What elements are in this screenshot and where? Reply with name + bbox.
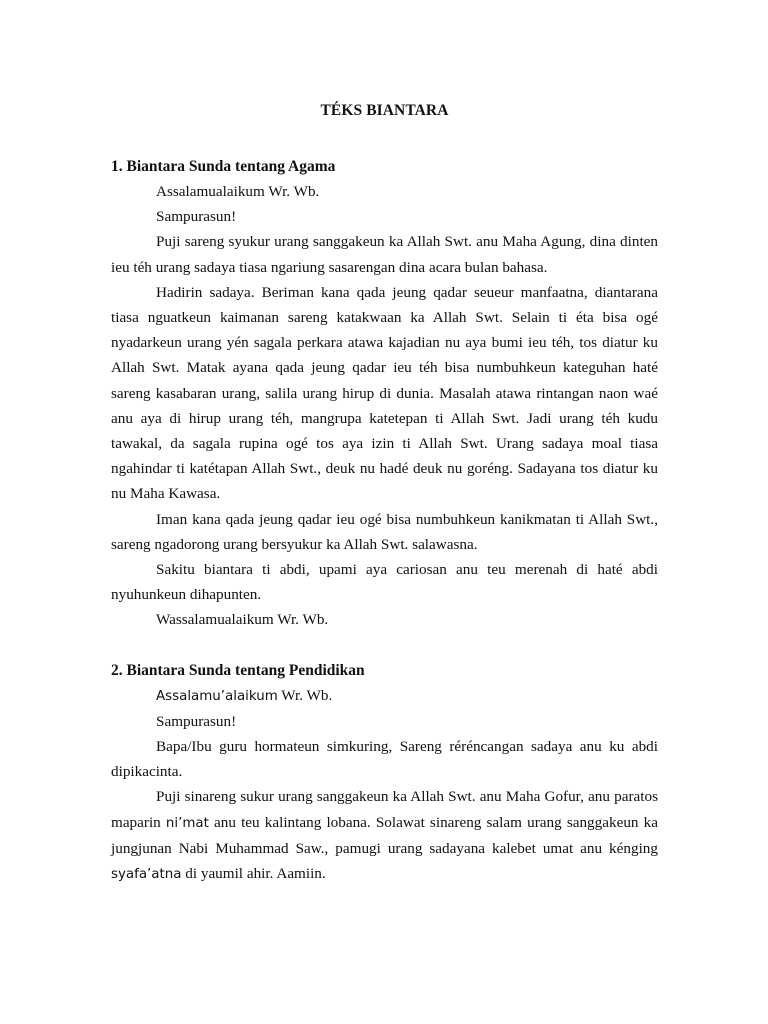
section-pendidikan — [111, 658, 658, 888]
spacer — [111, 633, 658, 658]
paragraph-wassalam: Wassalamualaikum Wr. Wb. — [156, 611, 329, 629]
section-heading: 1. Biantara Sunda tentang Agama — [111, 158, 336, 175]
paragraph-salam: Assalamualaikum Wr. Wb. — [156, 183, 320, 200]
section-heading: 2. Biantara Sunda tentang Pendidikan — [111, 661, 365, 679]
paragraph-sampurasun: Sampurasun! — [156, 712, 237, 730]
paragraph-puji — [111, 784, 658, 887]
text-run: anu teu kalintang lobana. Solawat sinareng salam urang sanggakeun ka jungjunan Nabi Muhammad Saw., pamugi urang sadayana kalebet umat anu kénging — [111, 813, 658, 857]
syafaatna-term: syafa’atna — [111, 867, 182, 883]
nimat-term: ni’mat — [165, 815, 209, 831]
text-run: di yaumil ahir. Aamiin. — [181, 865, 326, 883]
spacer — [111, 123, 658, 154]
paragraph-iman: Iman kana qada jeung qadar ieu ogé bisa numbuhkeun kanikmatan ti Allah Swt., sareng ngadorong urang bersyukur ka Allah Swt. salawasna. — [111, 510, 658, 553]
document-page — [111, 98, 658, 887]
paragraph-puji: Puji sareng syukur urang sanggakeun ka Allah Swt. anu Maha Agung, dina dinten ieu téh urang sadaya tiasa ngariung sasarengan dina acara bulan bahasa. — [111, 233, 658, 276]
section-agama — [111, 154, 658, 633]
paragraph-salam — [111, 683, 658, 709]
salam-term: Assalamu’alaikum — [156, 688, 278, 704]
salam-suffix: Wr. Wb. — [277, 686, 333, 704]
paragraph-bapa-ibu: Bapa/Ibu guru hormateun simkuring, Sareng réréncangan sadaya anu ku abdi dipikacinta. — [111, 738, 658, 781]
paragraph-sakitu: Sakitu biantara ti abdi, upami aya cariosan anu teu merenah di haté abdi nyuhunkeun dihapunten. — [111, 561, 658, 604]
text-run: Puji sinareng sukur urang sanggakeun ka Allah Swt. anu Maha Gofur, anu paratos maparin — [111, 788, 658, 831]
paragraph-sampurasun: Sampurasun! — [156, 208, 237, 226]
document-title: TÉKS BIANTARA — [320, 102, 449, 119]
paragraph-hadirin: Hadirin sadaya. Beriman kana qada jeung qadar seueur manfaatna, diantarana tiasa nguatkeun kaimanan sareng katakwaan ka Allah Swt. Selain ti éta bisa ogé nyadarkeun urang yén sagala perkara atawa kajadian nu aya bumi ieu téh, tos diatur ku Allah Swt. Matak ayana qada jeung qadar ieu téh bisa numbuhkeun kateguhan haté sareng kasabaran urang, salila urang hirup di dunia. Masalah atawa rintangan naon waé anu aya di hirup urang téh, mangrupa katetepan ti Allah Swt. Jadi urang téh kudu tawakal, da sagala rupina ogé tos aya izin ti Allah Swt. Urang sadaya moal tiasa ngahindar ti katétapan Allah Swt., deuk nu hadé deuk nu goréng. Sadayana tos diatur ku nu Maha Kawasa. — [111, 283, 658, 503]
